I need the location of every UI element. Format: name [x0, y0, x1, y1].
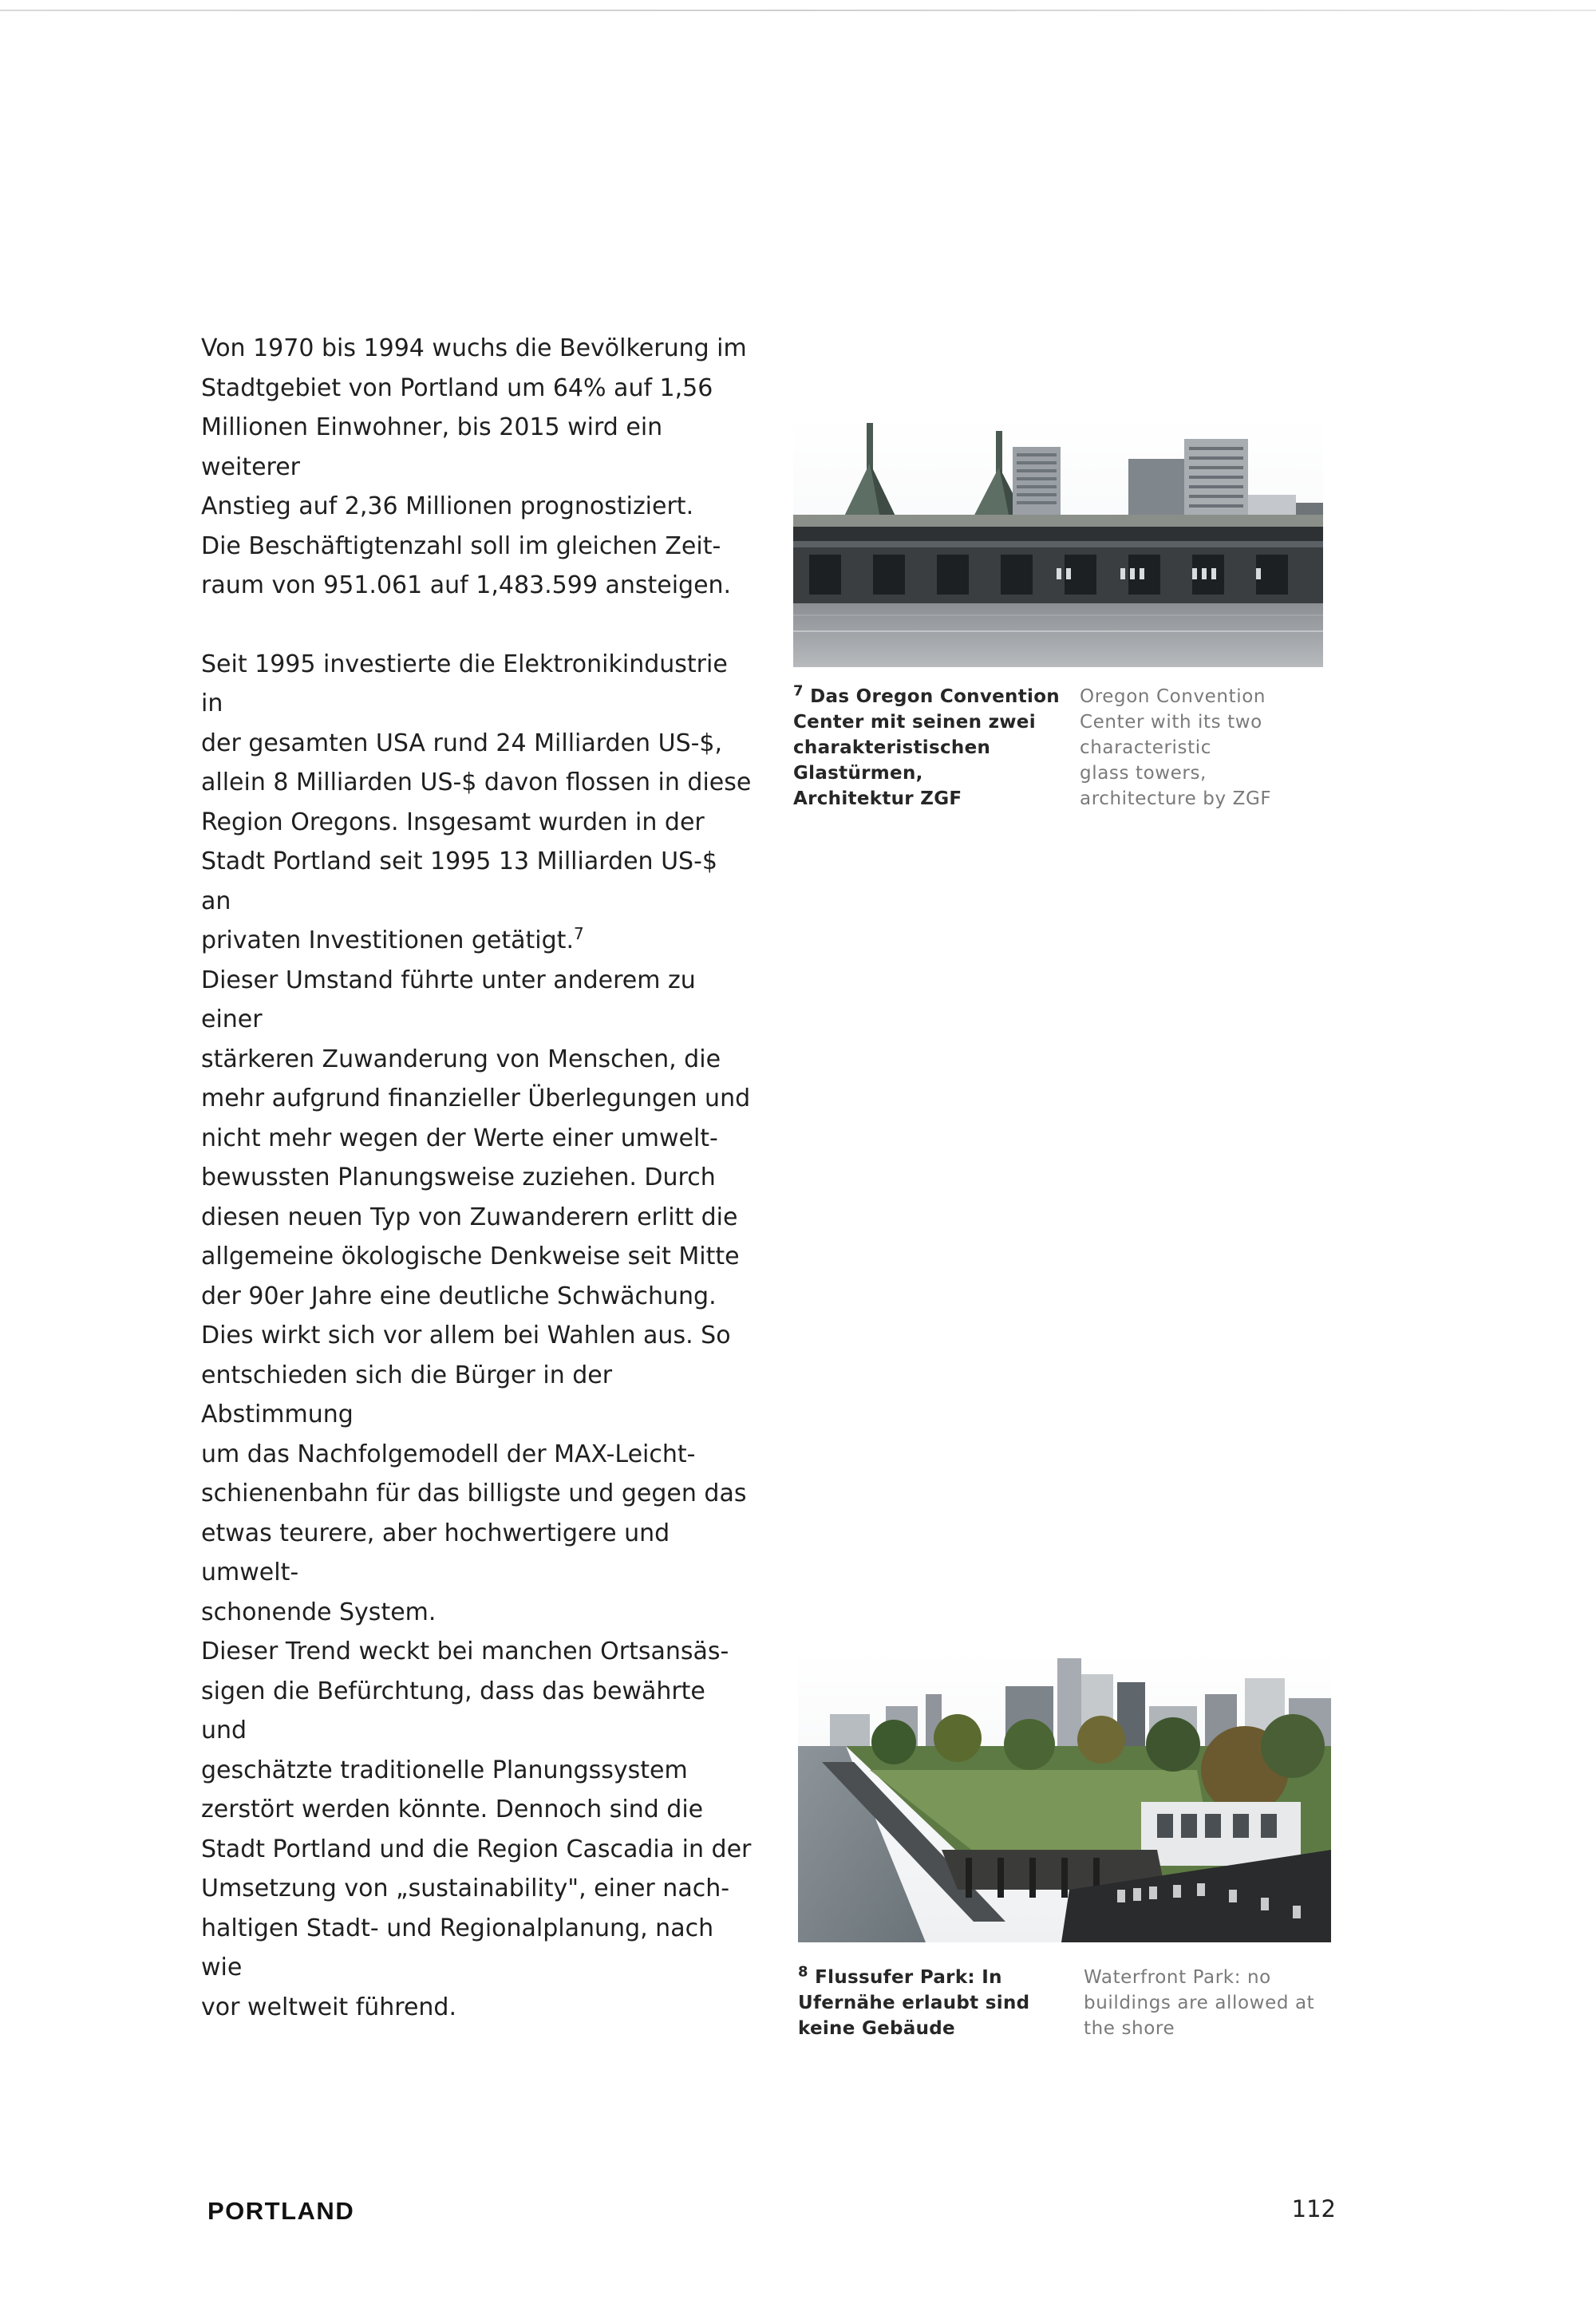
- figure-7-photo: [793, 415, 1323, 667]
- figure-8-photo: [798, 1650, 1331, 1942]
- figure-7-caption-de: [793, 684, 1065, 812]
- body-paragraph-2: [201, 645, 752, 961]
- page-number: 112: [1291, 2195, 1336, 2222]
- figure-8-caption-de: [798, 1965, 1061, 2041]
- footer-section-title: PORTLAND: [207, 2197, 355, 2225]
- figure-7-number: 7: [793, 682, 804, 700]
- figure-7-caption-en: Oregon Convention Center with its two characteristic glass towers, architecture by ZGF: [1080, 686, 1272, 809]
- footnote-marker-7: 7: [573, 924, 584, 943]
- convention-center-image: [793, 415, 1323, 667]
- body-paragraph-2-text: Seit 1995 investierte die Elektronikindustrie in der gesamten USA rund 24 Milliarden US-$, allein 8 Milliarden US-$ davon flossen in diese Region Oregons. Insgesamt wurden in der Stadt Portland seit 1995 13 Milliarden US-$ an privaten Investitionen getätigt.: [201, 650, 752, 954]
- figure-8-caption-de-text: Flussufer Park: In Ufernähe erlaubt sind keine Gebäude: [798, 1967, 1030, 2039]
- top-rule: [0, 10, 1596, 11]
- figure-8-caption-en: Waterfront Park: no buildings are allowed at the shore: [1084, 1967, 1315, 2039]
- figure-8-number: 8: [798, 1963, 808, 1981]
- figure-7-caption-de-text: Das Oregon Convention Center mit seinen zwei charakteristischen Glastürmen, Architektur ZGF: [793, 686, 1060, 809]
- body-paragraph-4: Dieser Trend weckt bei manchen Ortsansäs- sigen die Befürchtung, dass das bewährte und geschätzte traditionelle Planungssystem zerstört werden könnte. Dennoch sind die Stadt Portland und die Region Cascadia in der Umsetzung von „sustainability", einer nach- haltigen Stadt- und Regionalplanung, nach wie vor weltweit führend.: [201, 1638, 752, 2021]
- main-text-column: [201, 329, 752, 2027]
- waterfront-park-image: [798, 1650, 1331, 1942]
- body-paragraph-3: Dieser Umstand führte unter anderem zu einer stärkeren Zuwanderung von Menschen, die mehr aufgrund finanzieller Überlegungen und nicht mehr wegen der Werte einer umwelt- bewussten Planungsweise zuziehen. Durch diesen neuen Typ von Zuwanderern erlitt die allgemeine ökologische Denkweise seit Mitte der 90er Jahre eine deutliche Schwächung. Dies wirkt sich vor allem bei Wahlen aus. So entschieden sich die Bürger in der Abstimmung um das Nachfolgemodell der MAX-Leicht- schienenbahn für das billigste und gegen das etwas teurere, aber hochwertigere und umwelt- schonende System.: [201, 966, 751, 1626]
- body-paragraph-1: Von 1970 bis 1994 wuchs die Bevölkerung im Stadtgebiet von Portland um 64% auf 1,56 Millionen Einwohner, bis 2015 wird ein weiterer Anstieg auf 2,36 Millionen prognostiziert. Die Beschäftigtenzahl soll im gleichen Zeit- raum von 951.061 auf 1,483.599 ansteigen.: [201, 334, 747, 599]
